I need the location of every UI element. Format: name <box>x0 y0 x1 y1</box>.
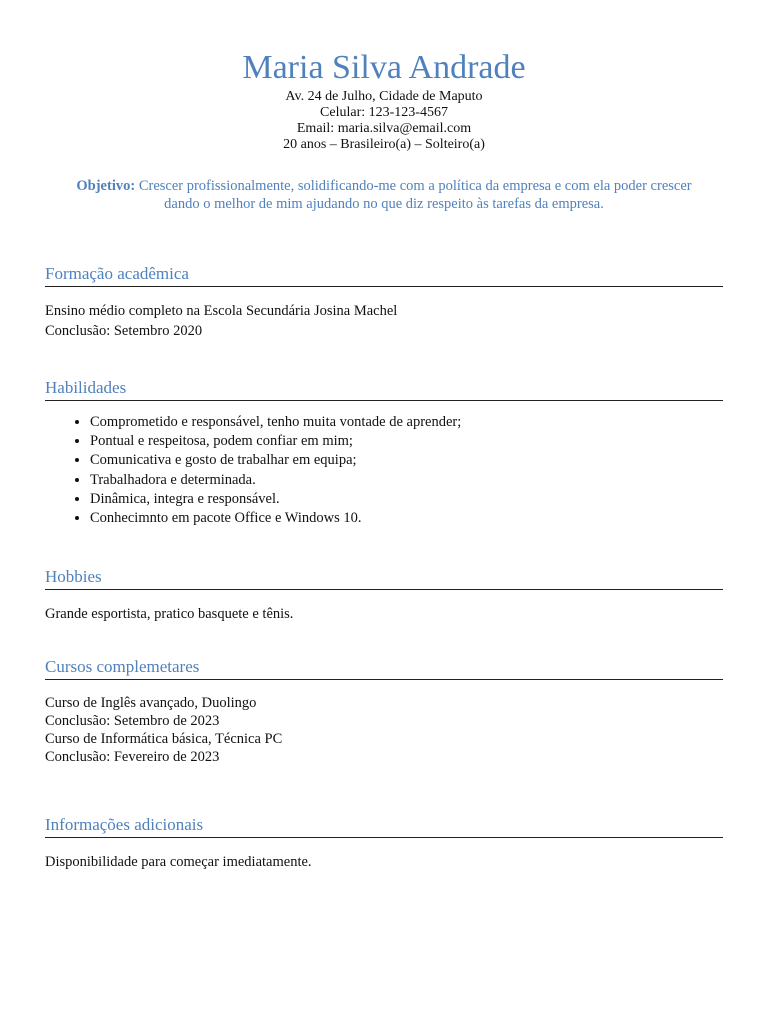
objective-label: Objetivo: <box>76 178 136 194</box>
objective-text: Crescer profissionalmente, solidificando-me com a política da empresa e com ela poder crescer dando o melhor de mim ajudando no que diz respeito às tarefas da empresa. <box>138 178 692 212</box>
list-item: • Conhecimnto em pacote Office e Windows 10. <box>90 509 723 528</box>
education-body <box>45 301 723 341</box>
list-item: • Trabalhadora e determinada. <box>90 471 723 490</box>
objective-paragraph <box>60 177 708 213</box>
personal-info-line: 20 anos – Brasileiro(a) – Solteiro(a) <box>283 137 485 152</box>
hobbies-title: Hobbies <box>45 567 723 590</box>
additional-text: Disponibilidade para começar imediatamente. <box>45 854 312 870</box>
skills-section <box>45 378 723 528</box>
list-item: • Comprometido e responsável, tenho muita vontade de aprender; <box>90 413 723 432</box>
education-title: Formação acadêmica <box>45 264 723 287</box>
course-line: Curso de Inglês avançado, Duolingo <box>45 695 257 711</box>
address-line: Av. 24 de Julho, Cidade de Maputo <box>285 89 483 104</box>
phone-line: Celular: 123-123-4567 <box>320 105 448 120</box>
course-line: Conclusão: Fevereiro de 2023 <box>45 749 220 765</box>
skills-title: Habilidades <box>45 378 723 401</box>
candidate-name: Maria Silva Andrade <box>242 49 526 86</box>
courses-section <box>45 657 723 766</box>
courses-title: Cursos complemetares <box>45 657 723 680</box>
course-line: Conclusão: Setembro de 2023 <box>45 713 220 729</box>
list-item: • Dinâmica, integra e responsável. <box>90 490 723 509</box>
contact-block <box>0 89 768 153</box>
course-line: Curso de Informática básica, Técnica PC <box>45 731 283 747</box>
hobbies-section <box>45 567 723 624</box>
list-item: • Comunicativa e gosto de trabalhar em equipa; <box>90 451 723 470</box>
hobbies-text: Grande esportista, pratico basquete e tênis. <box>45 606 294 622</box>
email-line: Email: maria.silva@email.com <box>296 121 472 136</box>
education-line: Ensino médio completo na Escola Secundária Josina Machel <box>45 303 398 319</box>
education-section <box>45 264 723 341</box>
skills-list <box>45 413 723 528</box>
education-line: Conclusão: Setembro 2020 <box>45 323 203 339</box>
list-item: • Pontual e respeitosa, podem confiar em mim; <box>90 432 723 451</box>
additional-section <box>45 815 723 872</box>
courses-body <box>45 694 723 766</box>
additional-title: Informações adicionais <box>45 815 723 838</box>
